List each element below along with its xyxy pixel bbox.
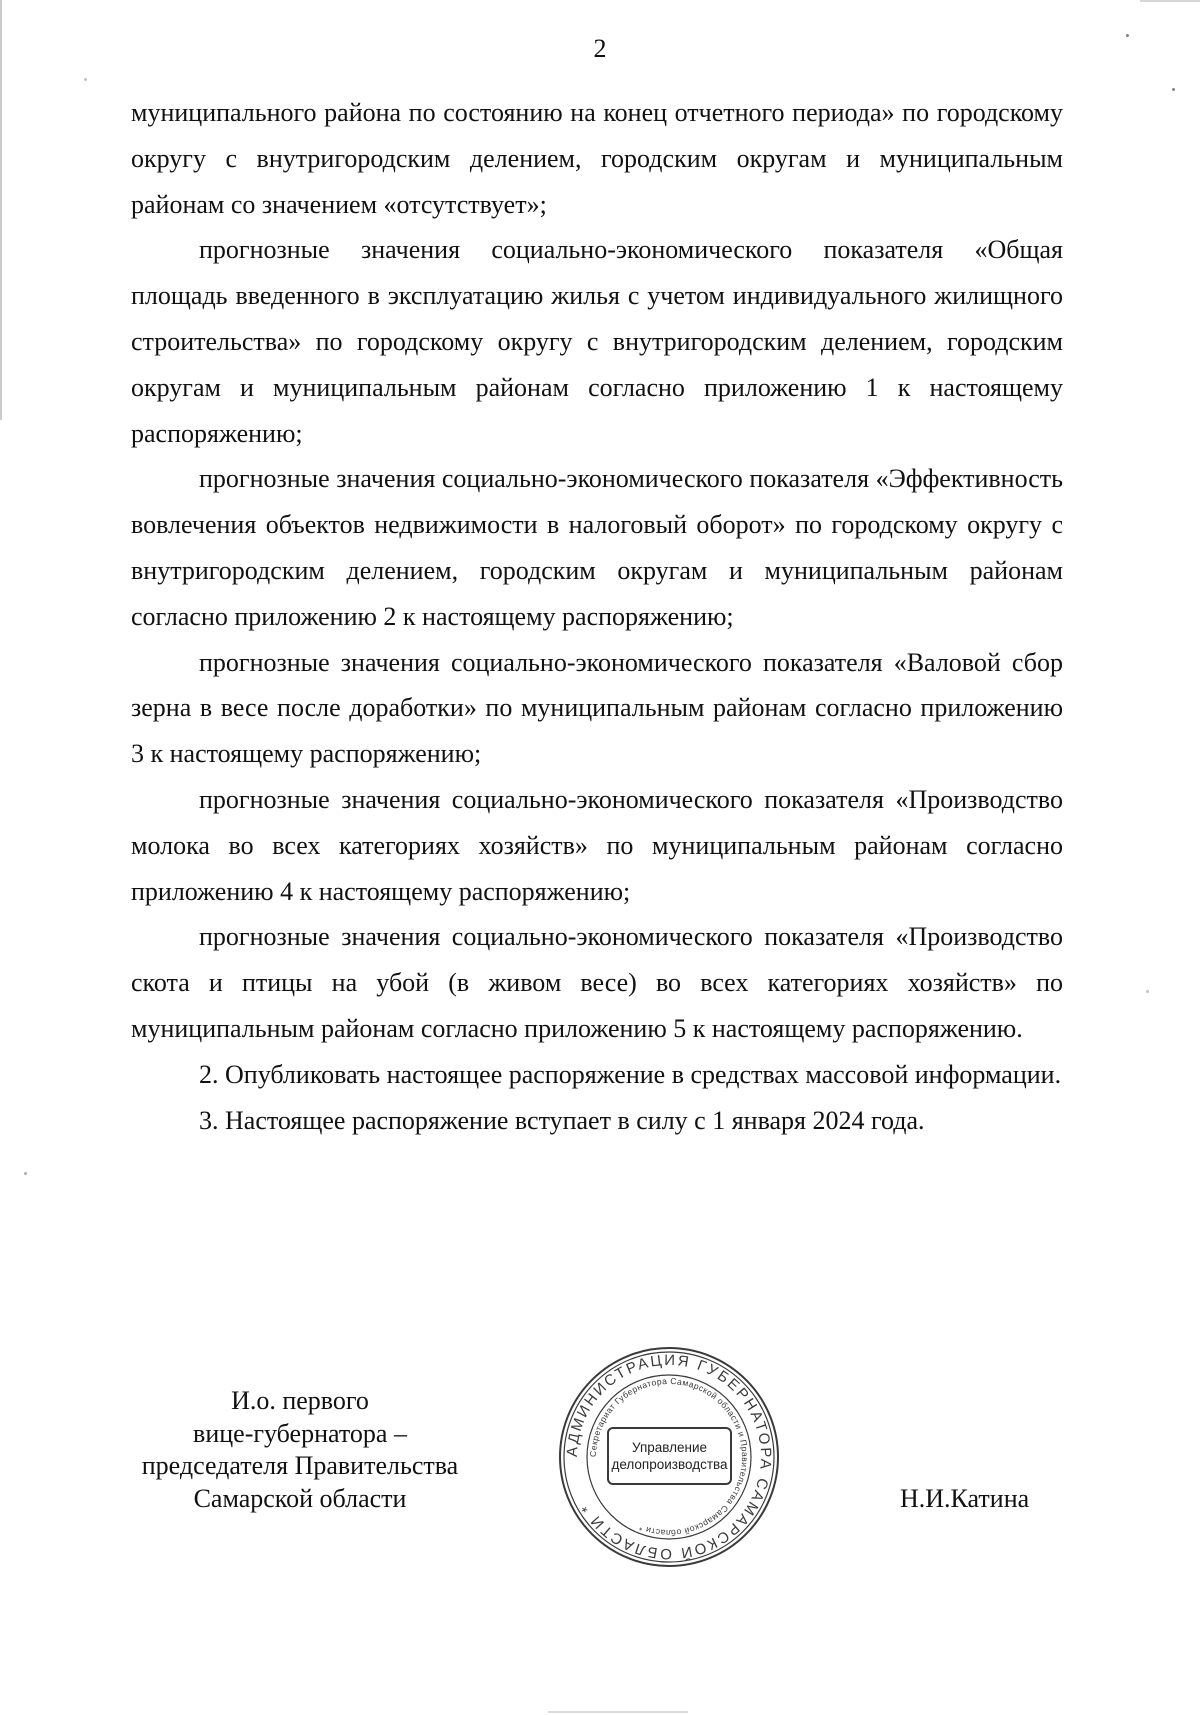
seal-center-line: Управление [631, 1440, 708, 1455]
paragraph: прогнозные значения социально-экономического показателя «Производство скота и птицы на убой (в живом весе) во всех категориях хозяйств» по муниципальным районам согласно приложению 5 к настоящему распоряжению. [131, 922, 1063, 1043]
paragraph: прогнозные значения социально-экономического показателя «Валовой сбор зерна в весе после доработки» по муниципальным районам согласно приложению 3 к настоящему распоряжению; [131, 647, 1063, 769]
seal-outer-text: АДМИНИСТРАЦИЯ ГУБЕРНАТОРА САМАРСКОЙ ОБЛАСТИ * [563, 1351, 775, 1563]
paragraph: прогнозные значения социально-экономического показателя «Производство молока во всех категориях хозяйств» по муниципальным районам согласно приложению 4 к настоящему распоряжению; [131, 784, 1063, 906]
scan-speck [24, 1172, 27, 1175]
scan-edge-shadow [548, 1711, 688, 1713]
page-number: 2 [593, 34, 607, 63]
scan-edge-shadow [1140, 0, 1200, 2]
official-seal [557, 1345, 781, 1569]
signatory-position-line: председателя Правительства [141, 1451, 459, 1480]
signatory-position-line: вице-губернатора – [193, 1418, 407, 1448]
paragraph: 2. Опубликовать настоящее распоряжение в средствах массовой информации. [199, 1059, 1062, 1089]
signatory-name: Н.И.Катина [900, 1484, 1030, 1513]
document-body [131, 90, 1063, 1143]
scan-speck [1146, 990, 1149, 993]
signatory-position [115, 1385, 485, 1515]
scan-speck [1172, 88, 1175, 91]
paragraph: 3. Настоящее распоряжение вступает в силу с 1 января 2024 года. [199, 1105, 925, 1135]
seal-center-line: делопроизводства [611, 1457, 728, 1472]
signatory-position-line: Самарской области [193, 1483, 407, 1513]
seal-center-label [607, 1427, 732, 1485]
paragraph: прогнозные значения социально-экономического показателя «Эффективность вовлечения объектов недвижимости в налоговый оборот» по городскому округу с внутригородским делением, городским округам и муниципальным районам согласно приложению 2 к настоящему распоряжению; [131, 464, 1063, 631]
scan-speck [84, 78, 87, 81]
paragraph: прогнозные значения социально-экономического показателя «Общая площадь введенного в эксплуатацию жилья с учетом индивидуального жилищного строительства» по городскому округу с внутригородским делением, городским округам и муниципальным районам согласно приложению 1 к настоящему распоряжению; [131, 235, 1063, 448]
paragraph: муниципального района по состоянию на конец отчетного периода» по городскому округу с внутригородским делением, городским округам и муниципальным районам со значением «отсутствует»; [131, 98, 1063, 219]
seal-inner-text: Секретариат Губернатора Самарской области и Правительства Самарской области * [587, 1375, 751, 1539]
signatory-position-line: И.о. первого [231, 1386, 369, 1415]
